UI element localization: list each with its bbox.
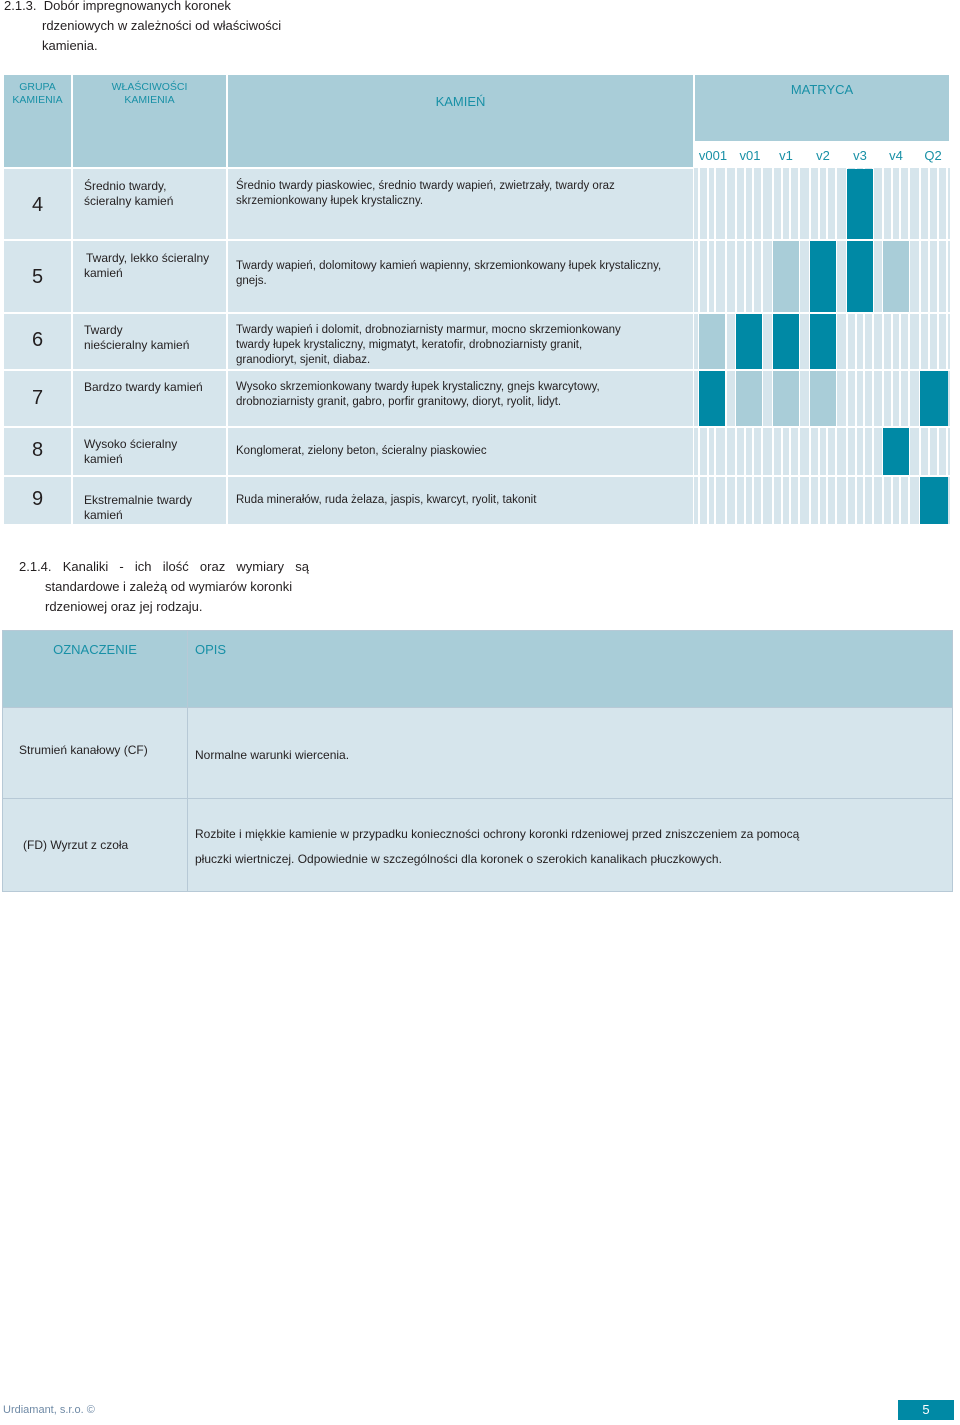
matrix-gridline [928,168,930,525]
matrix-col-v3: v3 [853,148,867,163]
matrix-cell-8-v4 [883,428,909,475]
matrix-col-v1: v1 [779,148,793,163]
t2-row-fd-desc: Rozbite i miękkie kamienie w przypadku konieczności ochrony koronki rdzeniowej przed zniszczeniem za pomocą płuczki wiertniczej. Odpowiednie w szczególności dla koronek o szerokich kanalikach płuczkowych. [195,827,800,866]
matrix-cell-7-Q2 [920,371,948,426]
t2-header-code: OZNACZENIE [53,642,137,657]
matrix-row-separator [694,426,950,428]
row-4-group: 4 [31,194,44,216]
row-4-stones: Średnio twardy piaskowiec, średnio twardy wapień, zwietrzały, twardy oraz skrzemionkowany łupek krystaliczny. [236,180,615,207]
section-title-line: rdzeniowych w zależności od właściwości [42,18,282,33]
t2-row-cf-code: Strumień kanałowy (CF) [19,743,148,757]
matrix-col-Q2: Q2 [924,148,942,163]
row-8-stones: Konglomerat, zielony beton, ścieralny piaskowiec [236,445,487,457]
stone-selection-table [0,73,952,525]
matrix-col-v2: v2 [816,148,830,163]
section-title-line [4,0,324,16]
matrix-cell-5-v4 [883,241,909,312]
matrix-cell-5-v3 [847,241,873,312]
matrix-row-separator [694,524,950,526]
row-7-props-cell [72,370,227,427]
row-9-props: Ekstremalnie twardy kamień [84,493,193,522]
matrix-gridline [946,168,948,525]
header-props-label: WŁAŚCIWOŚCI KAMIENIA [111,81,188,106]
matrix-cell-6-v2 [810,314,836,369]
matrix-gridline [937,168,939,525]
matrix-cell-6-v001 [699,314,725,369]
row-4-props: Średnio twardy, ścieralny kamień [84,179,174,208]
matrix-cell-4-v3 [847,169,873,239]
row-5-props: Twardy, lekko ścieralny kamień [84,251,210,280]
row-7-group: 7 [31,387,44,409]
matrix-column-labels [694,142,950,168]
t2-header-desc-cell [187,630,953,708]
t2-row-fd-code: (FD) Wyrzut z czoła [23,838,129,852]
header-group-label: GRUPA KAMIENIA [12,81,63,106]
matrix-cell-7-v01 [736,371,762,426]
section-title-text: Dobór impregnowanych koronek [43,0,231,13]
matrix-cell-6-v1 [773,314,799,369]
section2-line3: rdzeniowej oraz jej rodzaju. [45,599,203,614]
row-9-group: 9 [31,488,44,510]
header-matrix-label: MATRYCA [790,82,854,97]
section-title-line: kamienia. [42,38,98,53]
section2-line1: 2.1.4. Kanaliki - ich ilość oraz wymiary są [19,557,309,577]
matrix-row-separator [694,475,950,477]
row-6-stones: Twardy wapień i dolomit, drobnoziarnisty marmur, mocno skrzemionkowany twardy łupek krystaliczny, migmatyt, keratofir, drobnoziarnisty granit, granodioryt, sjenit, diabaz. [236,324,621,366]
matrix-cell-6-v01 [736,314,762,369]
footer-company: Urdiamant, s.r.o. © [3,1404,95,1416]
section2-line2: standardowe i zależą od wymiarów koronki [45,579,293,594]
section-number: 2.1.3. [4,0,37,13]
matrix-gridline [919,168,921,525]
row-8-props: Wysoko ścieralny kamień [84,437,178,466]
matrix-col-v4: v4 [889,148,903,163]
matrix-cell-7-v2 [810,371,836,426]
matrix-col-v001: v001 [698,148,728,163]
row-9-stones: Ruda minerałów, ruda żelaza, jaspis, kwarcyt, ryolit, takonit [236,494,537,506]
row-5-stones: Twardy wapień, dolomitowy kamień wapienny, skrzemionkowany łupek krystaliczny, gnejs. [236,260,662,287]
row-8-group: 8 [31,439,44,461]
row-6-group: 6 [31,329,44,351]
section2-number: 2.1.4. [19,559,52,574]
matrix-col-v01: v01 [739,148,761,163]
channels-table [2,630,953,892]
page-number: 5 [922,1402,930,1417]
page-number-badge [898,1400,954,1420]
header-stone [227,74,694,168]
t2-row-cf-desc: Normalne warunki wiercenia. [195,748,350,762]
matrix-cell-7-v001 [699,371,725,426]
matrix-gridline [725,168,727,525]
section2-title [19,557,309,617]
section-title [4,0,324,56]
t2-header-desc: OPIS [195,642,227,657]
suitability-matrix [694,168,950,525]
matrix-cell-7-v1 [773,371,799,426]
matrix-cell-5-v1 [773,241,799,312]
row-5-group: 5 [31,266,44,288]
row-6-props: Twardy nieścieralny kamień [84,323,190,352]
matrix-cell-9-Q2 [920,477,948,524]
row-7-stones: Wysoko skrzemionkowany twardy łupek krystaliczny, gnejs kwarcytowy, drobnoziarnisty granit, gabro, porfir granitowy, dioryt, ryolit, lidyt. [236,381,600,408]
header-stone-label: KAMIEŃ [435,94,486,109]
matrix-cell-5-v2 [810,241,836,312]
row-7-props: Bardzo twardy kamień [84,380,203,394]
